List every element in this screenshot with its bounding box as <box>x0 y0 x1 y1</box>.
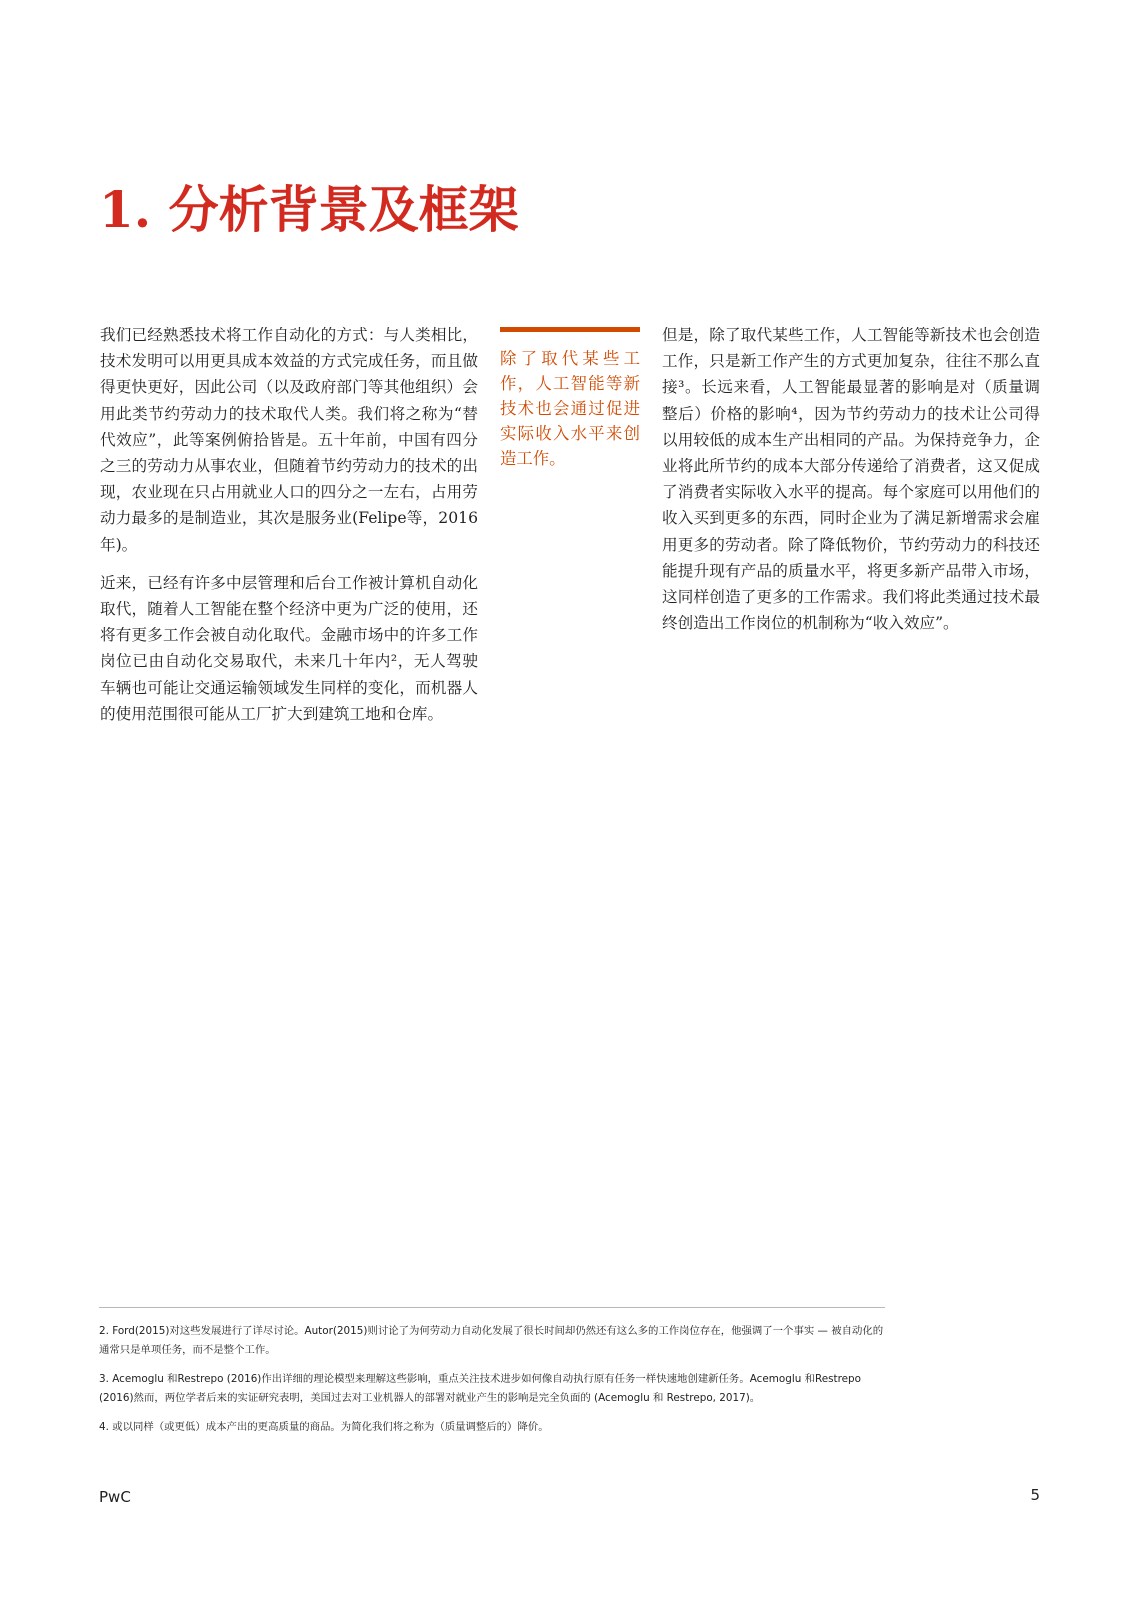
pull-quote <box>500 327 640 471</box>
footnote: 3. Acemoglu 和Restrepo (2016)作出详细的理论模型来理解这些影响，重点关注技术进步如何像自动执行原有任务一样快速地创建新任务。Acemoglu 和Restrepo (2016)然而，两位学者后来的实证研究表明，美国过去对工业机器人的部署对就业产生的影响是完全负面的 (Acemoglu 和 Restrepo, 2017)。 <box>99 1373 862 1404</box>
left-text-column <box>100 322 478 739</box>
footnote: 4. 或以同样（或更低）成本产出的更高质量的商品。为简化我们将之称为（质量调整后的）降价。 <box>99 1421 549 1433</box>
body-paragraph: 我们已经熟悉技术将工作自动化的方式：与人类相比，技术发明可以用更具成本效益的方式完成任务，而且做得更快更好，因此公司（以及政府部门等其他组织）会用此类节约劳动力的技术取代人类。我们将之称为“替代效应”，此等案例俯拾皆是。五十年前，中国有四分之三的劳动力从事农业，但随着节约劳动力的技术的出现，农业现在只占用就业人口的四分之一左右，占用劳动力最多的是制造业，其次是服务业(Felipe等，2016年)。 <box>100 326 478 554</box>
body-paragraph: 近来，已经有许多中层管理和后台工作被计算机自动化取代，随着人工智能在整个经济中更为广泛的使用，还将有更多工作会被自动化取代。金融市场中的许多工作岗位已由自动化交易取代，未来几十年内²，无人驾驶车辆也可能让交通运输领域发生同样的变化，而机器人的使用范围很可能从工厂扩大到建筑工地和仓库。 <box>100 573 478 723</box>
footnote-divider <box>99 1307 885 1308</box>
body-paragraph: 但是，除了取代某些工作，人工智能等新技术也会创造工作，只是新工作产生的方式更加复杂，往往不那么直接³。长远来看，人工智能最显著的影响是对（质量调整后）价格的影响⁴，因为节约劳动力的技术让公司得以用较低的成本生产出相同的产品。为保持竞争力，企业将此所节约的成本大部分传递给了消费者，这又促成了消费者实际收入水平的提高。每个家庭可以用他们的收入买到更多的东西，同时企业为了满足新增需求会雇用更多的劳动者。除了降低物价，节约劳动力的科技还能提升现有产品的质量水平，将更多新产品带入市场，这同样创造了更多的工作需求。我们将此类通过技术最终创造出工作岗位的机制称为“收入效应”。 <box>662 326 1040 633</box>
brand-name: PwC <box>99 1488 131 1506</box>
section-heading: 1. 分析背景及框架 <box>99 180 519 239</box>
right-text-column <box>662 322 1040 648</box>
pull-quote-text: 除了取代某些工作，人工智能等新技术也会通过促进实际收入水平来创造工作。 <box>500 349 640 468</box>
footnotes <box>99 1322 885 1447</box>
page-number: 5 <box>1030 1486 1040 1504</box>
footnote: 2. Ford(2015)对这些发展进行了详尽讨论。Autor(2015)则讨论了为何劳动力自动化发展了很长时间却仍然还有这么多的工作岗位存在，他强调了一个事实 — 被自动化的通常只是单项任务，而不是整个工作。 <box>99 1325 884 1356</box>
